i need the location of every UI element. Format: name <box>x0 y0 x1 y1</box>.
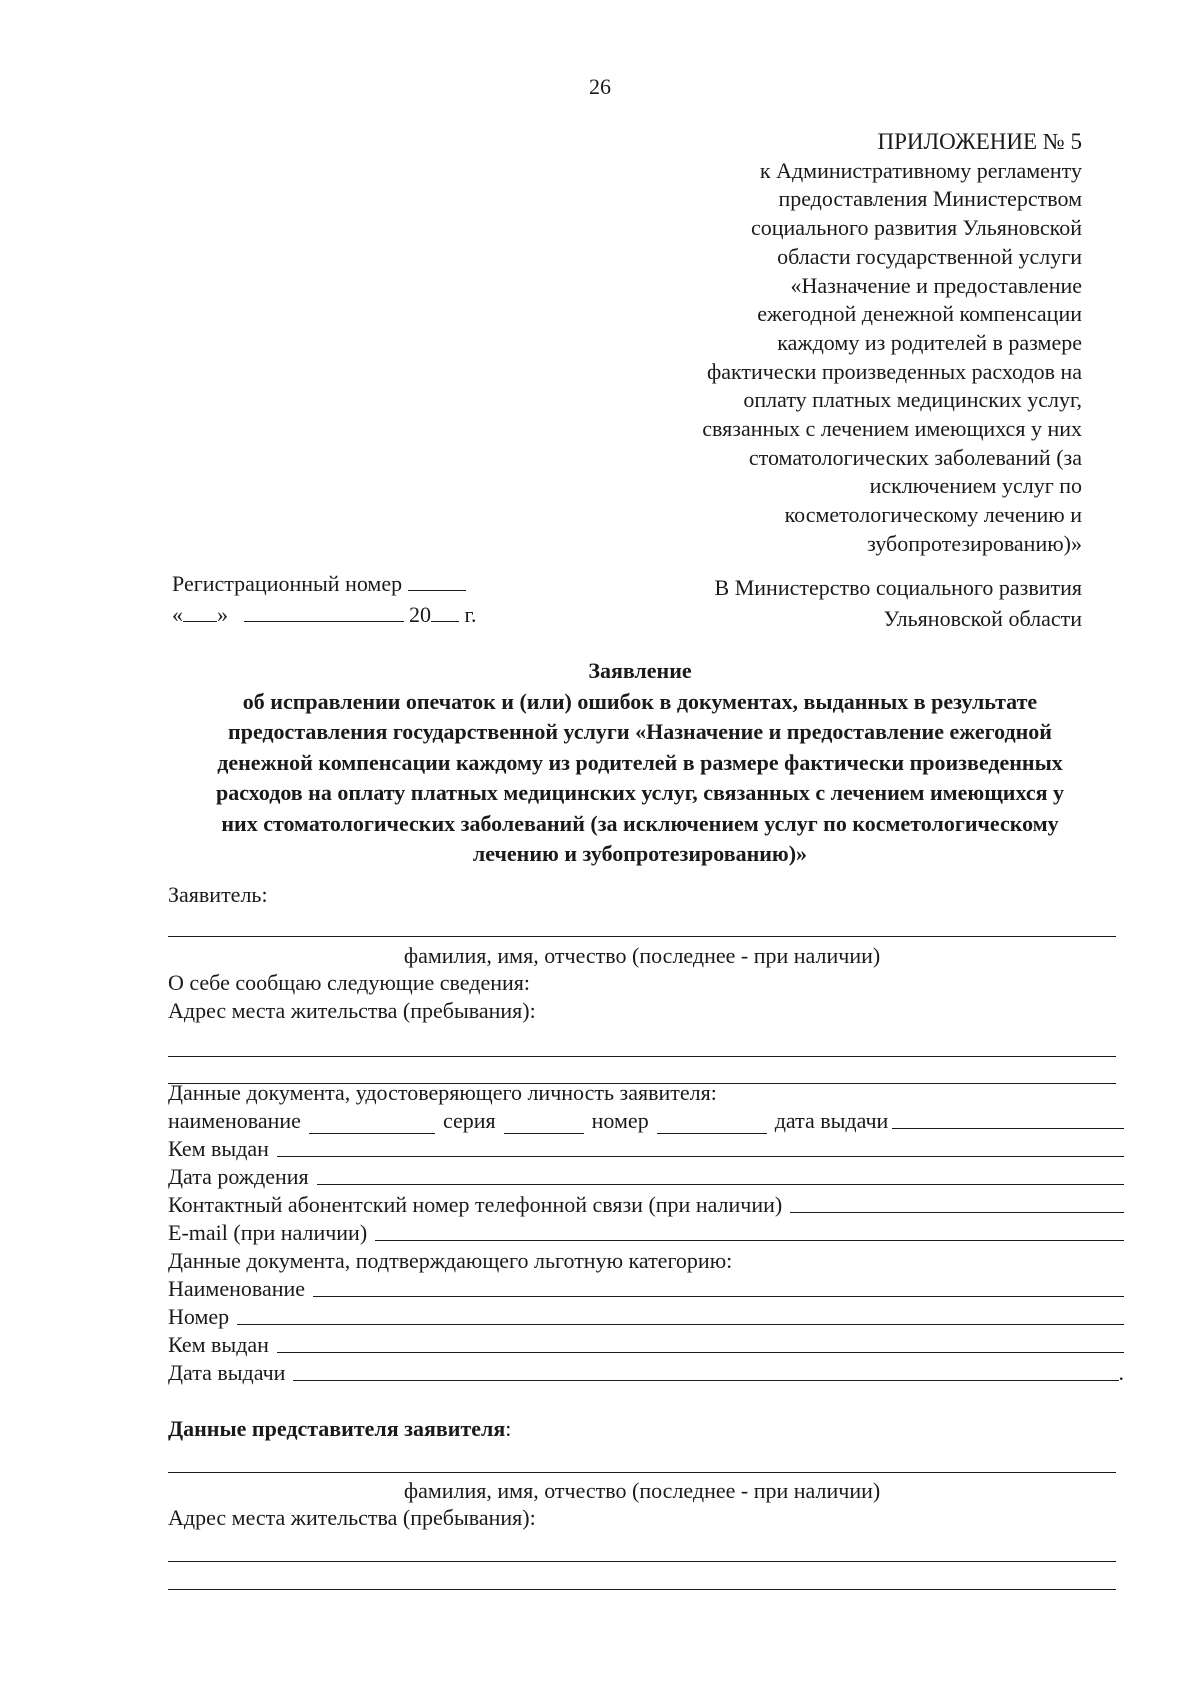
title-line: расходов на оплату платных медицинских услуг, связанных с лечением имеющихся у <box>215 780 1065 805</box>
appendix-title: ПРИЛОЖЕНИЕ № 5 <box>877 129 1082 154</box>
applicant-documents <box>168 1078 1124 1386</box>
benefit-issue-date-row <box>168 1358 1124 1386</box>
about-self-text: О себе сообщаю следующие сведения: <box>168 970 531 995</box>
benefit-name-label: Наименование <box>168 1276 306 1301</box>
phone-row <box>168 1190 1124 1218</box>
benefit-doc-title: Данные документа, подтверждающего льготную категорию: <box>168 1248 733 1273</box>
benefit-end-period: . <box>1118 1360 1124 1385</box>
appendix-line: фактически произведенных расходов на <box>706 358 1082 384</box>
birth-date-field[interactable] <box>317 1184 1124 1185</box>
representative-fio-caption: фамилия, имя, отчество (последнее - при наличии) <box>403 1478 881 1503</box>
appendix-line: «Назначение и предоставление <box>790 272 1082 298</box>
email-label: E-mail (при наличии) <box>168 1220 368 1245</box>
title-line: лечению и зубопротезированию)» <box>472 841 808 866</box>
year-prefix: 20 <box>409 602 431 627</box>
applicant-fio-field[interactable] <box>168 936 1116 937</box>
id-doc-row <box>168 1106 1124 1134</box>
id-number-field[interactable] <box>657 1113 767 1134</box>
id-issue-date-label: дата выдачи <box>774 1108 889 1133</box>
id-series-label: серия <box>442 1108 496 1133</box>
phone-field[interactable] <box>790 1212 1124 1213</box>
title-line: предоставления государственной услуги «Назначение и предоставление ежегодной <box>228 719 1052 744</box>
registration-year-field[interactable] <box>431 601 459 622</box>
appendix-line: предоставления Министерством <box>778 186 1082 212</box>
destination-line: В Министерство социального развития <box>714 575 1082 600</box>
issued-by-label: Кем выдан <box>168 1136 269 1161</box>
appendix-line: оплату платных медицинских услуг, <box>743 387 1082 413</box>
issued-by-row <box>168 1134 1124 1162</box>
appendix-line: каждому из родителей в размере <box>777 329 1082 355</box>
benefit-issued-by-row <box>168 1330 1124 1358</box>
benefit-name-row <box>168 1274 1124 1302</box>
id-name-field[interactable] <box>309 1113 435 1134</box>
id-doc-title-row <box>168 1078 1124 1106</box>
representative-heading-colon: : <box>505 1416 512 1441</box>
benefit-number-label: Номер <box>168 1304 230 1329</box>
benefit-number-row <box>168 1302 1124 1330</box>
fio-caption: фамилия, имя, отчество (последнее - при наличии) <box>403 943 881 968</box>
appendix-line: стоматологических заболеваний (за <box>748 444 1082 470</box>
date-close-quote: » <box>217 602 228 627</box>
benefit-issue-date-field[interactable] <box>293 1380 1118 1381</box>
year-suffix: г. <box>464 602 477 627</box>
benefit-name-field[interactable] <box>313 1296 1124 1297</box>
destination-block <box>715 572 1082 634</box>
email-field[interactable] <box>375 1240 1124 1241</box>
registration-block <box>172 568 477 630</box>
destination-line: Ульяновской области <box>883 606 1082 631</box>
id-doc-title: Данные документа, удостоверяющего личность заявителя: <box>168 1080 717 1105</box>
benefit-issue-date-label: Дата выдачи <box>168 1360 286 1385</box>
title-heading: Заявление <box>588 658 692 683</box>
appendix-line: связанных с лечением имеющихся у них <box>702 416 1082 442</box>
representative-fio-field[interactable] <box>168 1472 1116 1473</box>
issued-by-field[interactable] <box>277 1156 1124 1157</box>
representative-address-line-2[interactable] <box>168 1589 1116 1590</box>
appendix-line: социального развития Ульяновской <box>750 215 1082 241</box>
title-line: них стоматологических заболеваний (за исключением услуг по косметологическому <box>221 810 1059 836</box>
registration-month-field[interactable] <box>244 601 404 622</box>
appendix-line: ежегодной денежной компенсации <box>757 301 1082 327</box>
appendix-block <box>612 128 1082 559</box>
applicant-label: Заявитель: <box>168 882 268 907</box>
registration-number-label: Регистрационный номер <box>172 571 403 596</box>
id-issue-date-field[interactable] <box>892 1128 1124 1129</box>
benefit-issued-by-label: Кем выдан <box>168 1332 269 1357</box>
representative-address-label: Адрес места жительства (пребывания): <box>168 1505 536 1530</box>
appendix-line: исключением услуг по <box>869 473 1082 499</box>
representative-heading-row <box>168 1416 511 1442</box>
representative-address-line-1[interactable] <box>168 1561 1116 1562</box>
benefit-number-field[interactable] <box>237 1324 1124 1325</box>
birth-date-row <box>168 1162 1124 1190</box>
benefit-doc-title-row <box>168 1246 1124 1274</box>
registration-number-field[interactable] <box>408 570 466 591</box>
title-line: денежной компенсации каждому из родителей в размере фактически произведенных <box>217 749 1063 775</box>
email-row <box>168 1218 1124 1246</box>
benefit-issued-by-field[interactable] <box>277 1352 1124 1353</box>
representative-heading: Данные представителя заявителя <box>168 1416 506 1441</box>
id-name-label: наименование <box>168 1108 301 1133</box>
id-series-field[interactable] <box>504 1113 584 1134</box>
id-number-label: номер <box>591 1108 649 1133</box>
address-label: Адрес места жительства (пребывания): <box>168 998 536 1023</box>
page-number: 26 <box>589 74 611 99</box>
registration-day-field[interactable] <box>183 601 217 622</box>
appendix-line: зубопротезированию)» <box>867 530 1082 556</box>
appendix-line: косметологическому лечению и <box>784 502 1082 528</box>
title-line: об исправлении опечаток и (или) ошибок в документах, выданных в результате <box>242 688 1038 714</box>
document-title <box>160 656 1120 870</box>
date-open-quote: « <box>172 602 183 627</box>
appendix-line: к Административному регламенту <box>759 157 1082 183</box>
appendix-line: области государственной услуги <box>777 243 1082 269</box>
phone-label: Контактный абонентский номер телефонной связи (при наличии) <box>168 1192 783 1217</box>
address-field-line-1[interactable] <box>168 1056 1116 1057</box>
birth-date-label: Дата рождения <box>168 1164 309 1189</box>
